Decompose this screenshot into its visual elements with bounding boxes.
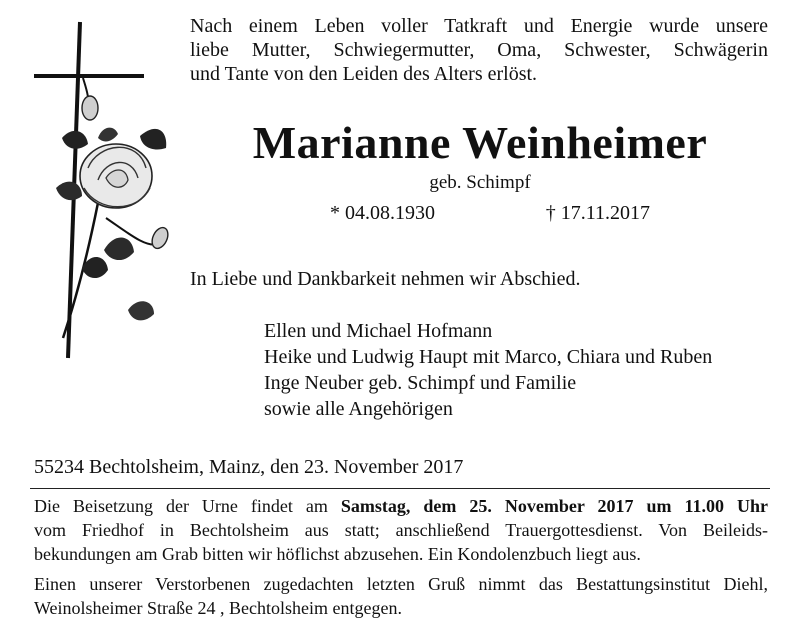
greeting-notice: [34, 572, 768, 620]
intro-line: und Tante von den Leiden des Alters erlöst.: [190, 63, 538, 85]
mourner-entry: Heike und Ludwig Haupt mit Marco, Chiara und Ruben: [264, 346, 713, 368]
divider: [30, 488, 770, 489]
intro-line: liebe Mutter, Schwiegermutter, Oma, Schwester, Schwägerin: [190, 39, 768, 61]
mourner-entry: Ellen und Michael Hofmann: [264, 320, 493, 342]
place-date: 55234 Bechtolsheim, Mainz, den 23. November 2017: [34, 456, 464, 478]
cross-and-rose-icon: [28, 18, 188, 370]
funeral-line: vom Friedhof in Bechtolsheim aus statt; anschließend Trauergottesdienst. Von Beileids-: [34, 520, 768, 540]
greeting-line: Weinolsheimer Straße 24 , Bechtolsheim entgegen.: [34, 598, 402, 618]
birth-date: * 04.08.1930: [330, 202, 435, 224]
funeral-datetime: Samstag, dem 25. November 2017 um 11.00 Uhr: [340, 496, 769, 516]
intro-line: Nach einem Leben voller Tatkraft und Energie wurde unsere: [190, 15, 768, 37]
greeting-line: Einen unserer Verstorbenen zugedachten letzten Gruß nimmt das Bestattungsinstitut Diehl,: [34, 574, 768, 594]
death-date: † 17.11.2017: [545, 202, 650, 224]
life-dates: [330, 202, 650, 225]
funeral-intro: Die Beisetzung der Urne findet am: [34, 496, 341, 516]
deceased-name: Marianne Weinheimer: [252, 117, 708, 168]
funeral-notice: [34, 494, 768, 566]
intro-text: [190, 14, 768, 86]
mourners-list: [264, 318, 712, 422]
funeral-line: [34, 494, 768, 518]
farewell-text: In Liebe und Dankbarkeit nehmen wir Abschied.: [190, 268, 581, 290]
funeral-line: bekundungen am Grab bitten wir höflichst abzusehen. Ein Kondolenzbuch liegt aus.: [34, 544, 641, 564]
mourner-entry: sowie alle Angehörigen: [264, 398, 453, 420]
mourner-entry: Inge Neuber geb. Schimpf und Familie: [264, 372, 577, 394]
maiden-name: geb. Schimpf: [429, 172, 531, 193]
